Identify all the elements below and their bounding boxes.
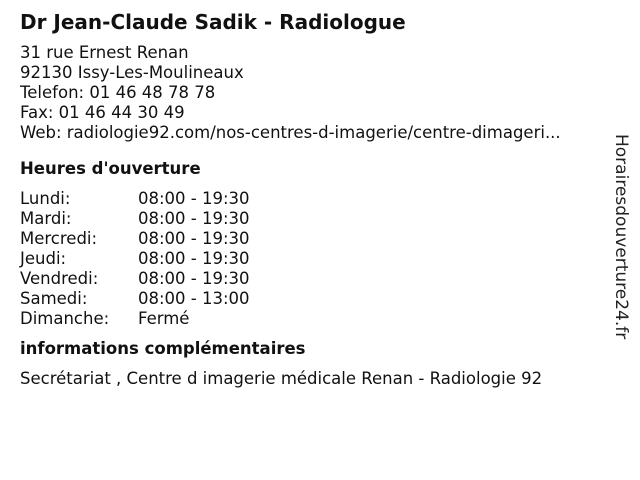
hours-row-wednesday [20,229,605,249]
day-label: Lundi: [20,189,71,208]
day-label: Mercredi: [20,229,98,248]
additional-info-heading: informations complémentaires [20,339,306,358]
additional-info-text: Secrétariat , Centre d imagerie médicale Renan - Radiologie 92 [20,369,543,388]
address-block [20,43,605,143]
hours-row-sunday [20,309,605,329]
time-range: 08:00 - 19:30 [138,229,250,248]
day-label: Jeudi: [20,249,67,268]
brand-watermark[interactable]: Horairesdouverture24.fr [611,134,631,340]
day-label: Vendredi: [20,269,99,288]
hours-row-friday [20,269,605,289]
time-range: Fermé [138,309,190,328]
opening-hours-heading: Heures d'ouverture [20,159,201,178]
fax-number: Fax: 01 46 44 30 49 [20,103,185,122]
hours-row-saturday [20,289,605,309]
city-address: 92130 Issy-Les-Moulineaux [20,63,244,82]
brand-watermark-container [611,134,640,374]
street-address: 31 rue Ernest Renan [20,43,189,62]
hours-row-monday [20,189,605,209]
time-range: 08:00 - 19:30 [138,249,250,268]
business-card [20,9,605,389]
day-label: Dimanche: [20,309,110,328]
page-title: Dr Jean-Claude Sadik - Radiologue [20,10,406,34]
time-range: 08:00 - 19:30 [138,209,250,228]
phone-number[interactable]: Telefon: 01 46 48 78 78 [20,83,216,102]
day-label: Mardi: [20,209,72,228]
opening-hours-list [20,189,605,329]
hours-row-thursday [20,249,605,269]
hours-row-tuesday [20,209,605,229]
day-label: Samedi: [20,289,88,308]
time-range: 08:00 - 19:30 [138,189,250,208]
website-link[interactable]: Web: radiologie92.com/nos-centres-d-imagerie/centre-dimageri... [20,123,561,142]
time-range: 08:00 - 13:00 [138,289,250,308]
time-range: 08:00 - 19:30 [138,269,250,288]
